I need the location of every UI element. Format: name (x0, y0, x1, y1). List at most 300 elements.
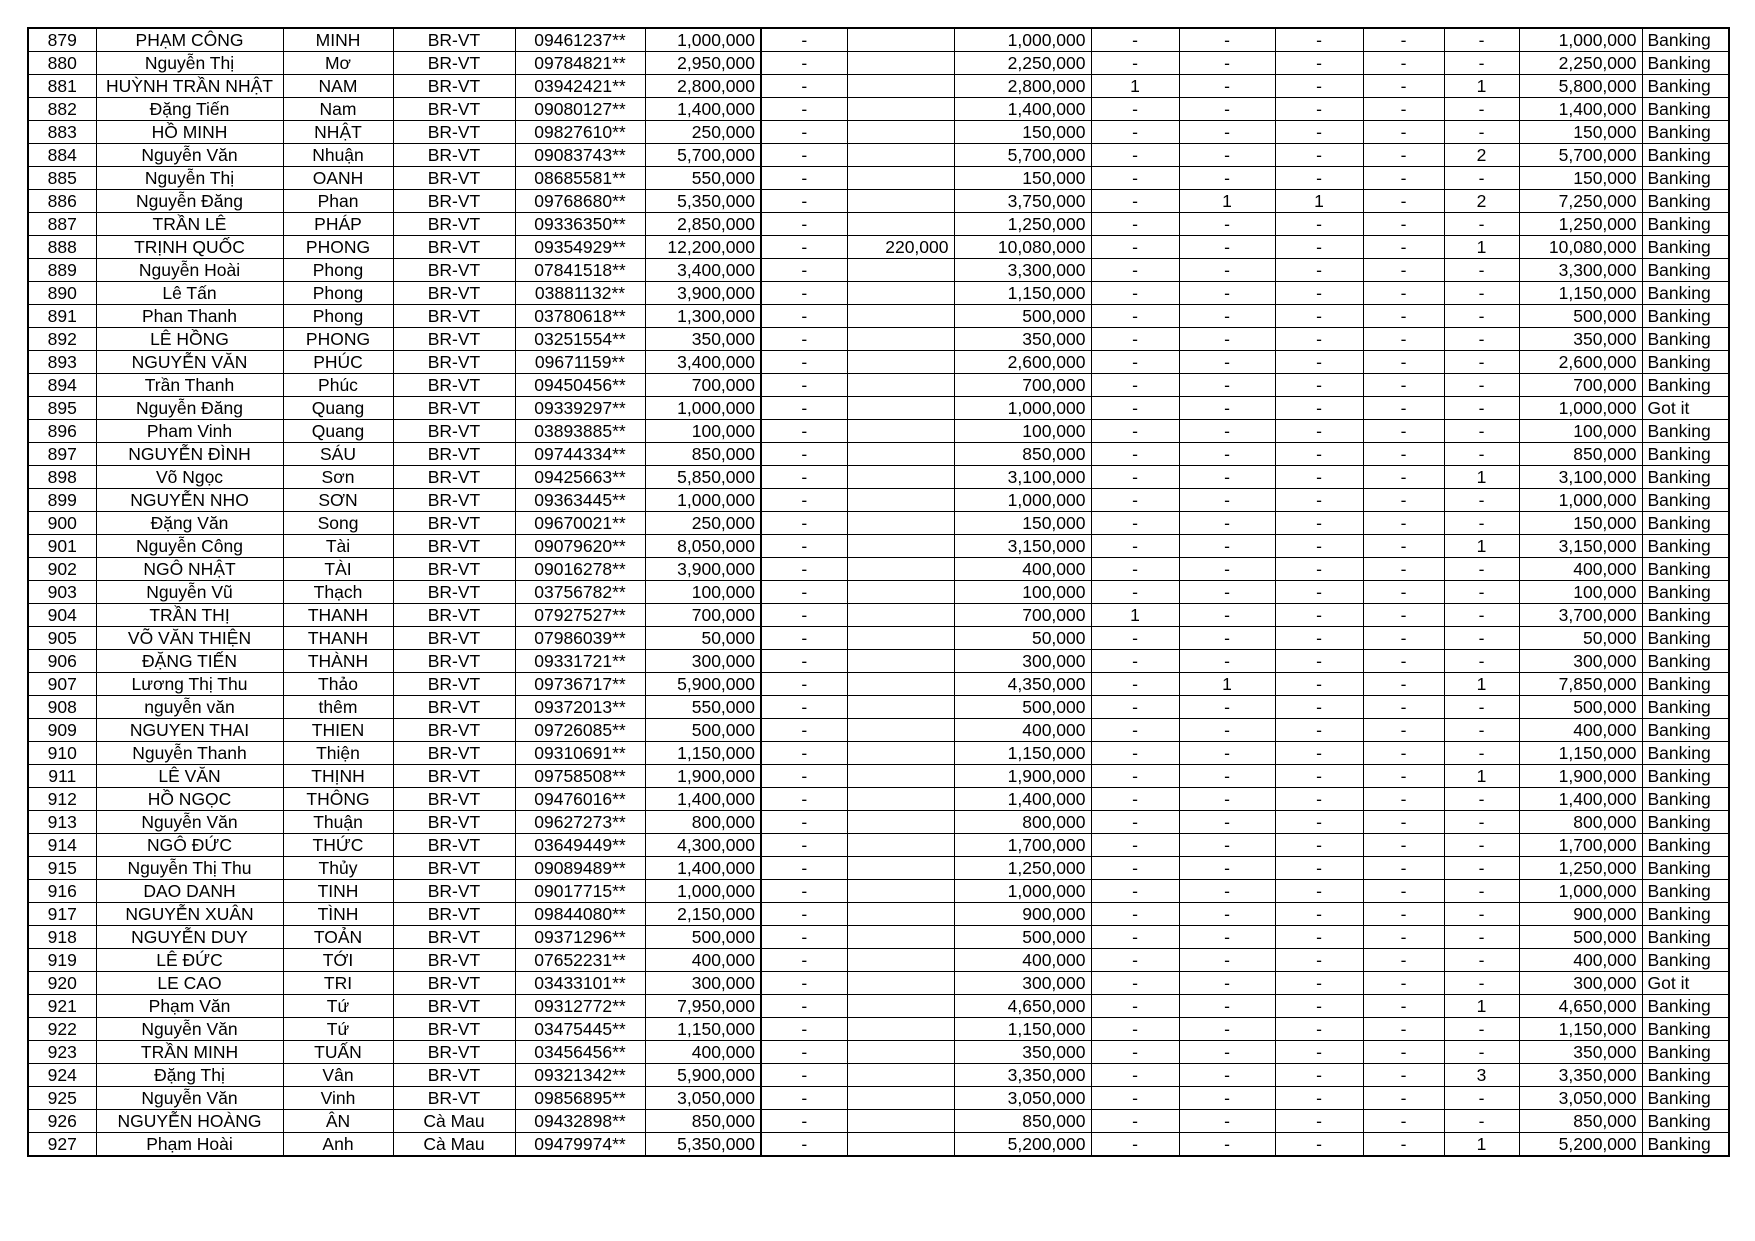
table-body (28, 28, 1729, 1156)
amount-4-cell: 4,650,000 (954, 995, 1091, 1018)
count-1-cell: - (1091, 420, 1179, 443)
row-number-cell: 907 (28, 673, 96, 696)
total-amount-cell: 2,250,000 (1519, 52, 1642, 75)
count-2-cell: - (1179, 420, 1275, 443)
phone-number-cell: 09736717** (515, 673, 645, 696)
given-name-cell: Vân (283, 1064, 393, 1087)
amount-3-cell (847, 811, 954, 834)
count-5-cell: 3 (1444, 1064, 1519, 1087)
province-cell: BR-VT (393, 834, 515, 857)
province-cell: BR-VT (393, 949, 515, 972)
count-3-cell: - (1275, 167, 1363, 190)
amount-4-cell: 500,000 (954, 926, 1091, 949)
table-row (28, 1064, 1729, 1087)
count-4-cell: - (1363, 581, 1444, 604)
count-1-cell: - (1091, 144, 1179, 167)
total-amount-cell: 700,000 (1519, 374, 1642, 397)
payment-method-cell: Banking (1642, 121, 1729, 144)
payment-method-cell: Banking (1642, 489, 1729, 512)
count-2-cell: - (1179, 1087, 1275, 1110)
province-cell: BR-VT (393, 650, 515, 673)
amount-3-cell (847, 259, 954, 282)
count-2-cell: 1 (1179, 673, 1275, 696)
payment-method-cell: Banking (1642, 213, 1729, 236)
province-cell: BR-VT (393, 1041, 515, 1064)
count-4-cell: - (1363, 811, 1444, 834)
table-row (28, 742, 1729, 765)
count-2-cell: - (1179, 236, 1275, 259)
count-5-cell: - (1444, 374, 1519, 397)
amount-2-cell: - (761, 995, 847, 1018)
family-name-cell: Lương Thị Thu (96, 673, 283, 696)
phone-number-cell: 09432898** (515, 1110, 645, 1133)
amount-3-cell (847, 857, 954, 880)
amount-4-cell: 3,350,000 (954, 1064, 1091, 1087)
table-row (28, 1041, 1729, 1064)
amount-1-cell: 1,900,000 (645, 765, 761, 788)
province-cell: BR-VT (393, 857, 515, 880)
payment-method-cell: Banking (1642, 535, 1729, 558)
family-name-cell: Nguyễn Văn (96, 144, 283, 167)
payment-method-cell: Banking (1642, 167, 1729, 190)
count-1-cell: - (1091, 880, 1179, 903)
amount-4-cell: 5,700,000 (954, 144, 1091, 167)
phone-number-cell: 09321342** (515, 1064, 645, 1087)
amount-4-cell: 1,150,000 (954, 742, 1091, 765)
payment-method-cell: Banking (1642, 1041, 1729, 1064)
count-5-cell: - (1444, 719, 1519, 742)
total-amount-cell: 1,000,000 (1519, 28, 1642, 52)
count-5-cell: 2 (1444, 190, 1519, 213)
amount-3-cell (847, 558, 954, 581)
payment-method-cell: Banking (1642, 719, 1729, 742)
count-4-cell: - (1363, 604, 1444, 627)
table-row (28, 443, 1729, 466)
count-1-cell: - (1091, 949, 1179, 972)
payment-method-cell: Banking (1642, 75, 1729, 98)
payment-method-cell: Banking (1642, 98, 1729, 121)
count-2-cell: - (1179, 305, 1275, 328)
count-1-cell: - (1091, 650, 1179, 673)
amount-3-cell (847, 52, 954, 75)
count-1-cell: - (1091, 627, 1179, 650)
amount-1-cell: 3,900,000 (645, 558, 761, 581)
count-3-cell: - (1275, 75, 1363, 98)
amount-1-cell: 12,200,000 (645, 236, 761, 259)
table-row (28, 512, 1729, 535)
count-4-cell: - (1363, 880, 1444, 903)
province-cell: BR-VT (393, 351, 515, 374)
total-amount-cell: 2,600,000 (1519, 351, 1642, 374)
count-4-cell: - (1363, 719, 1444, 742)
province-cell: BR-VT (393, 627, 515, 650)
phone-number-cell: 09079620** (515, 535, 645, 558)
family-name-cell: NGUYỄN VĂN (96, 351, 283, 374)
amount-2-cell: - (761, 765, 847, 788)
family-name-cell: Nguyễn Văn (96, 1018, 283, 1041)
amount-4-cell: 10,080,000 (954, 236, 1091, 259)
given-name-cell: PHONG (283, 236, 393, 259)
count-2-cell: - (1179, 558, 1275, 581)
count-1-cell: - (1091, 719, 1179, 742)
amount-3-cell (847, 98, 954, 121)
given-name-cell: Nam (283, 98, 393, 121)
row-number-cell: 906 (28, 650, 96, 673)
table-row (28, 466, 1729, 489)
count-5-cell: - (1444, 811, 1519, 834)
amount-1-cell: 550,000 (645, 167, 761, 190)
row-number-cell: 896 (28, 420, 96, 443)
given-name-cell: Sơn (283, 466, 393, 489)
count-4-cell: - (1363, 673, 1444, 696)
given-name-cell: SÁU (283, 443, 393, 466)
table-row (28, 788, 1729, 811)
phone-number-cell: 09450456** (515, 374, 645, 397)
count-5-cell: - (1444, 650, 1519, 673)
amount-4-cell: 850,000 (954, 443, 1091, 466)
total-amount-cell: 3,300,000 (1519, 259, 1642, 282)
province-cell: BR-VT (393, 328, 515, 351)
count-2-cell: - (1179, 374, 1275, 397)
given-name-cell: THIEN (283, 719, 393, 742)
given-name-cell: NAM (283, 75, 393, 98)
amount-4-cell: 150,000 (954, 121, 1091, 144)
amount-1-cell: 1,000,000 (645, 880, 761, 903)
given-name-cell: TUẤN (283, 1041, 393, 1064)
amount-4-cell: 2,600,000 (954, 351, 1091, 374)
row-number-cell: 897 (28, 443, 96, 466)
phone-number-cell: 09017715** (515, 880, 645, 903)
payment-method-cell: Banking (1642, 1133, 1729, 1157)
amount-1-cell: 3,400,000 (645, 351, 761, 374)
count-5-cell: - (1444, 558, 1519, 581)
province-cell: BR-VT (393, 259, 515, 282)
count-2-cell: - (1179, 1064, 1275, 1087)
total-amount-cell: 350,000 (1519, 328, 1642, 351)
count-3-cell: - (1275, 558, 1363, 581)
payment-method-cell: Banking (1642, 995, 1729, 1018)
count-2-cell: - (1179, 995, 1275, 1018)
total-amount-cell: 5,700,000 (1519, 144, 1642, 167)
given-name-cell: Phong (283, 259, 393, 282)
count-2-cell: - (1179, 1133, 1275, 1157)
given-name-cell: PHÁP (283, 213, 393, 236)
row-number-cell: 904 (28, 604, 96, 627)
amount-1-cell: 300,000 (645, 972, 761, 995)
count-5-cell: - (1444, 259, 1519, 282)
phone-number-cell: 09339297** (515, 397, 645, 420)
count-2-cell: - (1179, 604, 1275, 627)
count-5-cell: 1 (1444, 535, 1519, 558)
payment-method-cell: Banking (1642, 374, 1729, 397)
amount-4-cell: 3,300,000 (954, 259, 1091, 282)
total-amount-cell: 1,150,000 (1519, 282, 1642, 305)
total-amount-cell: 1,250,000 (1519, 857, 1642, 880)
family-name-cell: HỒ MINH (96, 121, 283, 144)
table-row (28, 765, 1729, 788)
amount-2-cell: - (761, 121, 847, 144)
row-number-cell: 884 (28, 144, 96, 167)
count-5-cell: - (1444, 880, 1519, 903)
count-1-cell: - (1091, 972, 1179, 995)
given-name-cell: Vinh (283, 1087, 393, 1110)
payment-method-cell: Banking (1642, 811, 1729, 834)
amount-1-cell: 3,900,000 (645, 282, 761, 305)
count-3-cell: - (1275, 995, 1363, 1018)
amount-4-cell: 400,000 (954, 719, 1091, 742)
count-3-cell: - (1275, 1087, 1363, 1110)
amount-3-cell (847, 995, 954, 1018)
row-number-cell: 919 (28, 949, 96, 972)
table-row (28, 328, 1729, 351)
amount-1-cell: 3,400,000 (645, 259, 761, 282)
count-1-cell: 1 (1091, 75, 1179, 98)
amount-4-cell: 1,700,000 (954, 834, 1091, 857)
count-4-cell: - (1363, 926, 1444, 949)
count-1-cell: - (1091, 305, 1179, 328)
count-5-cell: - (1444, 972, 1519, 995)
table-row (28, 98, 1729, 121)
payment-method-cell: Banking (1642, 466, 1729, 489)
given-name-cell: THỊNH (283, 765, 393, 788)
amount-2-cell: - (761, 1110, 847, 1133)
amount-1-cell: 700,000 (645, 374, 761, 397)
province-cell: BR-VT (393, 443, 515, 466)
count-5-cell: - (1444, 443, 1519, 466)
given-name-cell: Phúc (283, 374, 393, 397)
count-1-cell: - (1091, 1110, 1179, 1133)
count-2-cell: 1 (1179, 190, 1275, 213)
total-amount-cell: 1,900,000 (1519, 765, 1642, 788)
family-name-cell: Nguyễn Văn (96, 811, 283, 834)
amount-4-cell: 2,250,000 (954, 52, 1091, 75)
total-amount-cell: 150,000 (1519, 167, 1642, 190)
count-5-cell: - (1444, 28, 1519, 52)
total-amount-cell: 50,000 (1519, 627, 1642, 650)
count-1-cell: - (1091, 98, 1179, 121)
count-4-cell: - (1363, 742, 1444, 765)
count-2-cell: - (1179, 443, 1275, 466)
province-cell: BR-VT (393, 121, 515, 144)
count-5-cell: - (1444, 121, 1519, 144)
total-amount-cell: 3,350,000 (1519, 1064, 1642, 1087)
given-name-cell: TÌNH (283, 903, 393, 926)
phone-number-cell: 03475445** (515, 1018, 645, 1041)
amount-2-cell: - (761, 1133, 847, 1157)
count-4-cell: - (1363, 374, 1444, 397)
given-name-cell: Tứ (283, 995, 393, 1018)
amount-4-cell: 800,000 (954, 811, 1091, 834)
count-2-cell: - (1179, 903, 1275, 926)
count-1-cell: - (1091, 28, 1179, 52)
phone-number-cell: 09354929** (515, 236, 645, 259)
family-name-cell: Lê Tấn (96, 282, 283, 305)
amount-3-cell (847, 466, 954, 489)
amount-3-cell (847, 512, 954, 535)
amount-3-cell (847, 903, 954, 926)
total-amount-cell: 5,200,000 (1519, 1133, 1642, 1157)
phone-number-cell: 03251554** (515, 328, 645, 351)
amount-2-cell: - (761, 397, 847, 420)
count-5-cell: - (1444, 305, 1519, 328)
family-name-cell: Nguyễn Thanh (96, 742, 283, 765)
given-name-cell: thêm (283, 696, 393, 719)
amount-2-cell: - (761, 558, 847, 581)
count-1-cell: - (1091, 351, 1179, 374)
payment-method-cell: Banking (1642, 926, 1729, 949)
given-name-cell: Quang (283, 420, 393, 443)
province-cell: BR-VT (393, 397, 515, 420)
count-4-cell: - (1363, 236, 1444, 259)
count-1-cell: - (1091, 535, 1179, 558)
count-1-cell: - (1091, 903, 1179, 926)
amount-2-cell: - (761, 1018, 847, 1041)
amount-2-cell: - (761, 259, 847, 282)
family-name-cell: NGUYEN THAI (96, 719, 283, 742)
amount-3-cell: 220,000 (847, 236, 954, 259)
count-3-cell: - (1275, 489, 1363, 512)
count-3-cell: - (1275, 949, 1363, 972)
row-number-cell: 916 (28, 880, 96, 903)
amount-2-cell: - (761, 673, 847, 696)
count-2-cell: - (1179, 627, 1275, 650)
amount-1-cell: 50,000 (645, 627, 761, 650)
row-number-cell: 887 (28, 213, 96, 236)
province-cell: BR-VT (393, 742, 515, 765)
amount-1-cell: 2,150,000 (645, 903, 761, 926)
count-1-cell: - (1091, 742, 1179, 765)
payment-method-cell: Banking (1642, 673, 1729, 696)
phone-number-cell: 09670021** (515, 512, 645, 535)
table-row (28, 52, 1729, 75)
phone-number-cell: 09744334** (515, 443, 645, 466)
table-row (28, 259, 1729, 282)
amount-1-cell: 250,000 (645, 512, 761, 535)
row-number-cell: 911 (28, 765, 96, 788)
table-row (28, 1087, 1729, 1110)
row-number-cell: 905 (28, 627, 96, 650)
row-number-cell: 903 (28, 581, 96, 604)
given-name-cell: Thảo (283, 673, 393, 696)
count-1-cell: - (1091, 811, 1179, 834)
count-1-cell: - (1091, 282, 1179, 305)
count-4-cell: - (1363, 489, 1444, 512)
row-number-cell: 910 (28, 742, 96, 765)
family-name-cell: LÊ HỒNG (96, 328, 283, 351)
total-amount-cell: 4,650,000 (1519, 995, 1642, 1018)
count-4-cell: - (1363, 650, 1444, 673)
count-4-cell: - (1363, 190, 1444, 213)
count-4-cell: - (1363, 443, 1444, 466)
count-4-cell: - (1363, 144, 1444, 167)
count-2-cell: - (1179, 466, 1275, 489)
row-number-cell: 914 (28, 834, 96, 857)
count-3-cell: - (1275, 374, 1363, 397)
phone-number-cell: 09784821** (515, 52, 645, 75)
amount-1-cell: 400,000 (645, 949, 761, 972)
given-name-cell: Thủy (283, 857, 393, 880)
count-5-cell: 1 (1444, 995, 1519, 1018)
table-row (28, 144, 1729, 167)
province-cell: BR-VT (393, 1064, 515, 1087)
row-number-cell: 922 (28, 1018, 96, 1041)
count-1-cell: - (1091, 581, 1179, 604)
amount-4-cell: 1,250,000 (954, 857, 1091, 880)
table-row (28, 282, 1729, 305)
count-2-cell: - (1179, 144, 1275, 167)
amount-4-cell: 1,000,000 (954, 880, 1091, 903)
total-amount-cell: 300,000 (1519, 650, 1642, 673)
count-1-cell: - (1091, 765, 1179, 788)
given-name-cell: TINH (283, 880, 393, 903)
amount-4-cell: 350,000 (954, 1041, 1091, 1064)
count-2-cell: - (1179, 489, 1275, 512)
count-4-cell: - (1363, 282, 1444, 305)
family-name-cell: NGUYỄN DUY (96, 926, 283, 949)
amount-1-cell: 700,000 (645, 604, 761, 627)
payment-method-cell: Banking (1642, 949, 1729, 972)
given-name-cell: Tứ (283, 1018, 393, 1041)
given-name-cell: NHẬT (283, 121, 393, 144)
count-3-cell: - (1275, 1133, 1363, 1157)
count-5-cell: - (1444, 397, 1519, 420)
given-name-cell: THỨC (283, 834, 393, 857)
amount-4-cell: 1,150,000 (954, 282, 1091, 305)
amount-1-cell: 5,350,000 (645, 1133, 761, 1157)
amount-2-cell: - (761, 949, 847, 972)
amount-4-cell: 3,100,000 (954, 466, 1091, 489)
given-name-cell: THANH (283, 604, 393, 627)
province-cell: BR-VT (393, 144, 515, 167)
count-5-cell: - (1444, 98, 1519, 121)
total-amount-cell: 1,000,000 (1519, 880, 1642, 903)
count-4-cell: - (1363, 328, 1444, 351)
total-amount-cell: 1,150,000 (1519, 1018, 1642, 1041)
total-amount-cell: 800,000 (1519, 811, 1642, 834)
phone-number-cell: 09856895** (515, 1087, 645, 1110)
count-4-cell: - (1363, 949, 1444, 972)
count-2-cell: - (1179, 512, 1275, 535)
phone-number-cell: 07986039** (515, 627, 645, 650)
given-name-cell: THANH (283, 627, 393, 650)
payment-method-cell: Banking (1642, 282, 1729, 305)
amount-1-cell: 850,000 (645, 1110, 761, 1133)
table-row (28, 374, 1729, 397)
province-cell: BR-VT (393, 1018, 515, 1041)
count-4-cell: - (1363, 696, 1444, 719)
payment-method-cell: Banking (1642, 627, 1729, 650)
count-3-cell: - (1275, 535, 1363, 558)
row-number-cell: 923 (28, 1041, 96, 1064)
total-amount-cell: 1,400,000 (1519, 788, 1642, 811)
amount-3-cell (847, 696, 954, 719)
amount-4-cell: 3,050,000 (954, 1087, 1091, 1110)
table-row (28, 558, 1729, 581)
count-1-cell: - (1091, 1018, 1179, 1041)
family-name-cell: DAO DANH (96, 880, 283, 903)
count-4-cell: - (1363, 167, 1444, 190)
count-4-cell: - (1363, 1133, 1444, 1157)
phone-number-cell: 09758508** (515, 765, 645, 788)
row-number-cell: 912 (28, 788, 96, 811)
count-1-cell: - (1091, 834, 1179, 857)
amount-1-cell: 1,400,000 (645, 857, 761, 880)
count-3-cell: - (1275, 397, 1363, 420)
count-3-cell: - (1275, 28, 1363, 52)
amount-2-cell: - (761, 650, 847, 673)
amount-4-cell: 1,250,000 (954, 213, 1091, 236)
count-2-cell: - (1179, 121, 1275, 144)
